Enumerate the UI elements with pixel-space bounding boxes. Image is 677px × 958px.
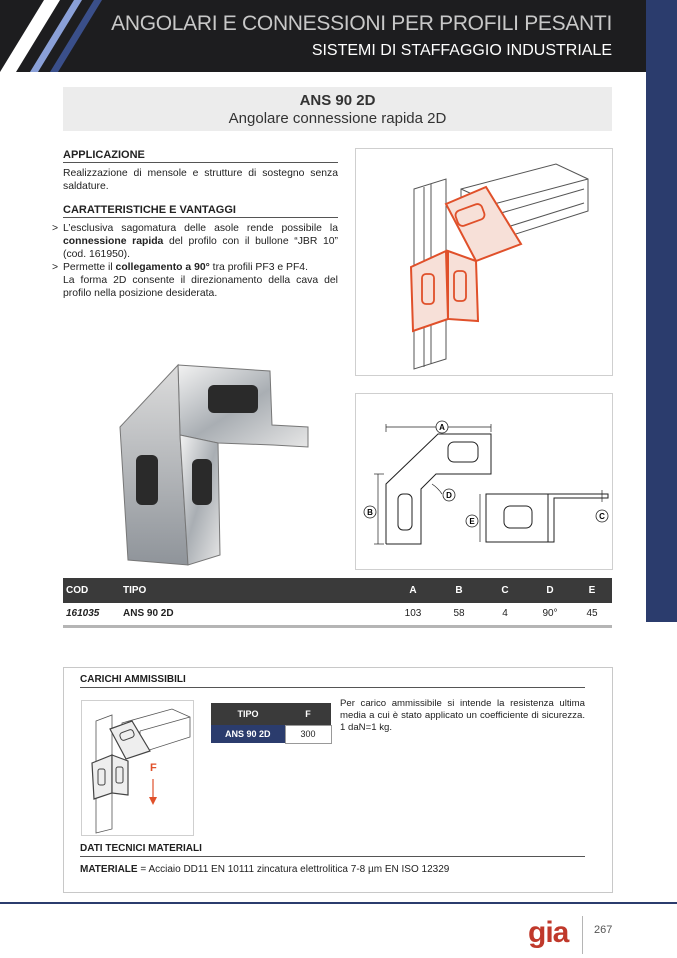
materials-heading: DATI TECNICI MATERIALI bbox=[80, 843, 585, 857]
load-table bbox=[211, 703, 332, 744]
column-header: A bbox=[390, 578, 436, 603]
dimension-label-e: E bbox=[469, 517, 475, 526]
spec-table-header-row bbox=[63, 578, 612, 603]
product-code: ANS 90 2D bbox=[299, 92, 376, 109]
page-header bbox=[0, 0, 646, 72]
materials-text bbox=[80, 864, 449, 875]
materials-label: MATERIALE bbox=[80, 864, 138, 875]
cell-e: 45 bbox=[572, 603, 612, 626]
column-header: B bbox=[436, 578, 482, 603]
cell-tipo: ANS 90 2D bbox=[211, 725, 285, 743]
assembly-drawing bbox=[356, 149, 612, 375]
load-note: Per carico ammissibile si intende la resistenza ultima media a cui è stato applicato un coefficiente di sicurezza. 1 daN=1 kg. bbox=[340, 698, 585, 733]
column-header: TIPO bbox=[211, 703, 285, 725]
force-label: F bbox=[150, 762, 157, 774]
feature-item bbox=[52, 222, 338, 261]
feature-text: L’esclusiva sagomatura delle asole rende possibile la bbox=[63, 223, 338, 234]
feature-bold: collegamento a 90° bbox=[115, 262, 210, 273]
table-row bbox=[63, 603, 612, 626]
product-photo bbox=[108, 355, 318, 580]
column-header: D bbox=[528, 578, 572, 603]
feature-text: tra profili PF3 e PF4. bbox=[209, 262, 308, 273]
header-stripes-decoration bbox=[0, 0, 120, 72]
page-number: 267 bbox=[594, 924, 613, 936]
column-header: COD bbox=[63, 578, 120, 603]
feature-text: La forma 2D consente il direzionamento della cava del profilo nella posizione desiderata. bbox=[63, 275, 338, 299]
feature-text: Permette il bbox=[63, 262, 116, 273]
dimension-label-b: B bbox=[367, 508, 373, 517]
column-header: C bbox=[482, 578, 528, 603]
dimension-label-d: D bbox=[446, 491, 452, 500]
load-drawing bbox=[82, 701, 193, 835]
cell-tipo: ANS 90 2D bbox=[120, 603, 390, 626]
spec-table bbox=[63, 578, 612, 628]
load-drawing-frame bbox=[81, 700, 194, 836]
feature-bold: connessione rapida bbox=[63, 236, 164, 247]
cell-c: 4 bbox=[482, 603, 528, 626]
header-title: ANGOLARI E CONNESSIONI PER PROFILI PESANTI bbox=[111, 12, 612, 35]
column-header: E bbox=[572, 578, 612, 603]
footer-rule bbox=[0, 902, 677, 904]
assembly-drawing-frame bbox=[355, 148, 613, 376]
dimension-label-c: C bbox=[599, 512, 605, 521]
column-header: F bbox=[285, 703, 331, 725]
table-row bbox=[211, 725, 331, 743]
loads-box bbox=[63, 667, 613, 893]
application-text: Realizzazione di mensole e strutture di sostegno senza saldature. bbox=[63, 168, 338, 192]
product-title-box bbox=[63, 87, 612, 131]
materials-value: = Acciaio DD11 EN 10111 zincatura elettrolitica 7-8 µm EN ISO 12329 bbox=[137, 864, 450, 875]
gia-logo: gia bbox=[528, 916, 569, 949]
loads-heading: CARICHI AMMISSIBILI bbox=[80, 674, 585, 688]
feature-text: del profilo con il bullone “JBR 10” (cod. 161950). bbox=[63, 236, 338, 260]
header-subtitle: SISTEMI DI STAFFAGGIO INDUSTRIALE bbox=[311, 42, 612, 59]
logo-separator bbox=[582, 916, 583, 954]
feature-item bbox=[52, 261, 338, 300]
technical-drawing-frame bbox=[355, 393, 613, 570]
cell-a: 103 bbox=[390, 603, 436, 626]
cell-f: 300 bbox=[285, 725, 331, 743]
cell-cod: 161035 bbox=[63, 603, 120, 626]
features-list bbox=[52, 222, 338, 300]
technical-drawing bbox=[356, 394, 612, 569]
features-heading: CARATTERISTICHE E VANTAGGI bbox=[63, 204, 338, 218]
column-header: TIPO bbox=[120, 578, 390, 603]
dimension-label-a: A bbox=[439, 423, 445, 432]
cell-d: 90° bbox=[528, 603, 572, 626]
right-accent-band bbox=[646, 0, 677, 622]
load-table-header-row bbox=[211, 703, 331, 725]
cell-b: 58 bbox=[436, 603, 482, 626]
product-name: Angolare connessione rapida 2D bbox=[228, 110, 447, 127]
application-heading: APPLICAZIONE bbox=[63, 149, 338, 163]
